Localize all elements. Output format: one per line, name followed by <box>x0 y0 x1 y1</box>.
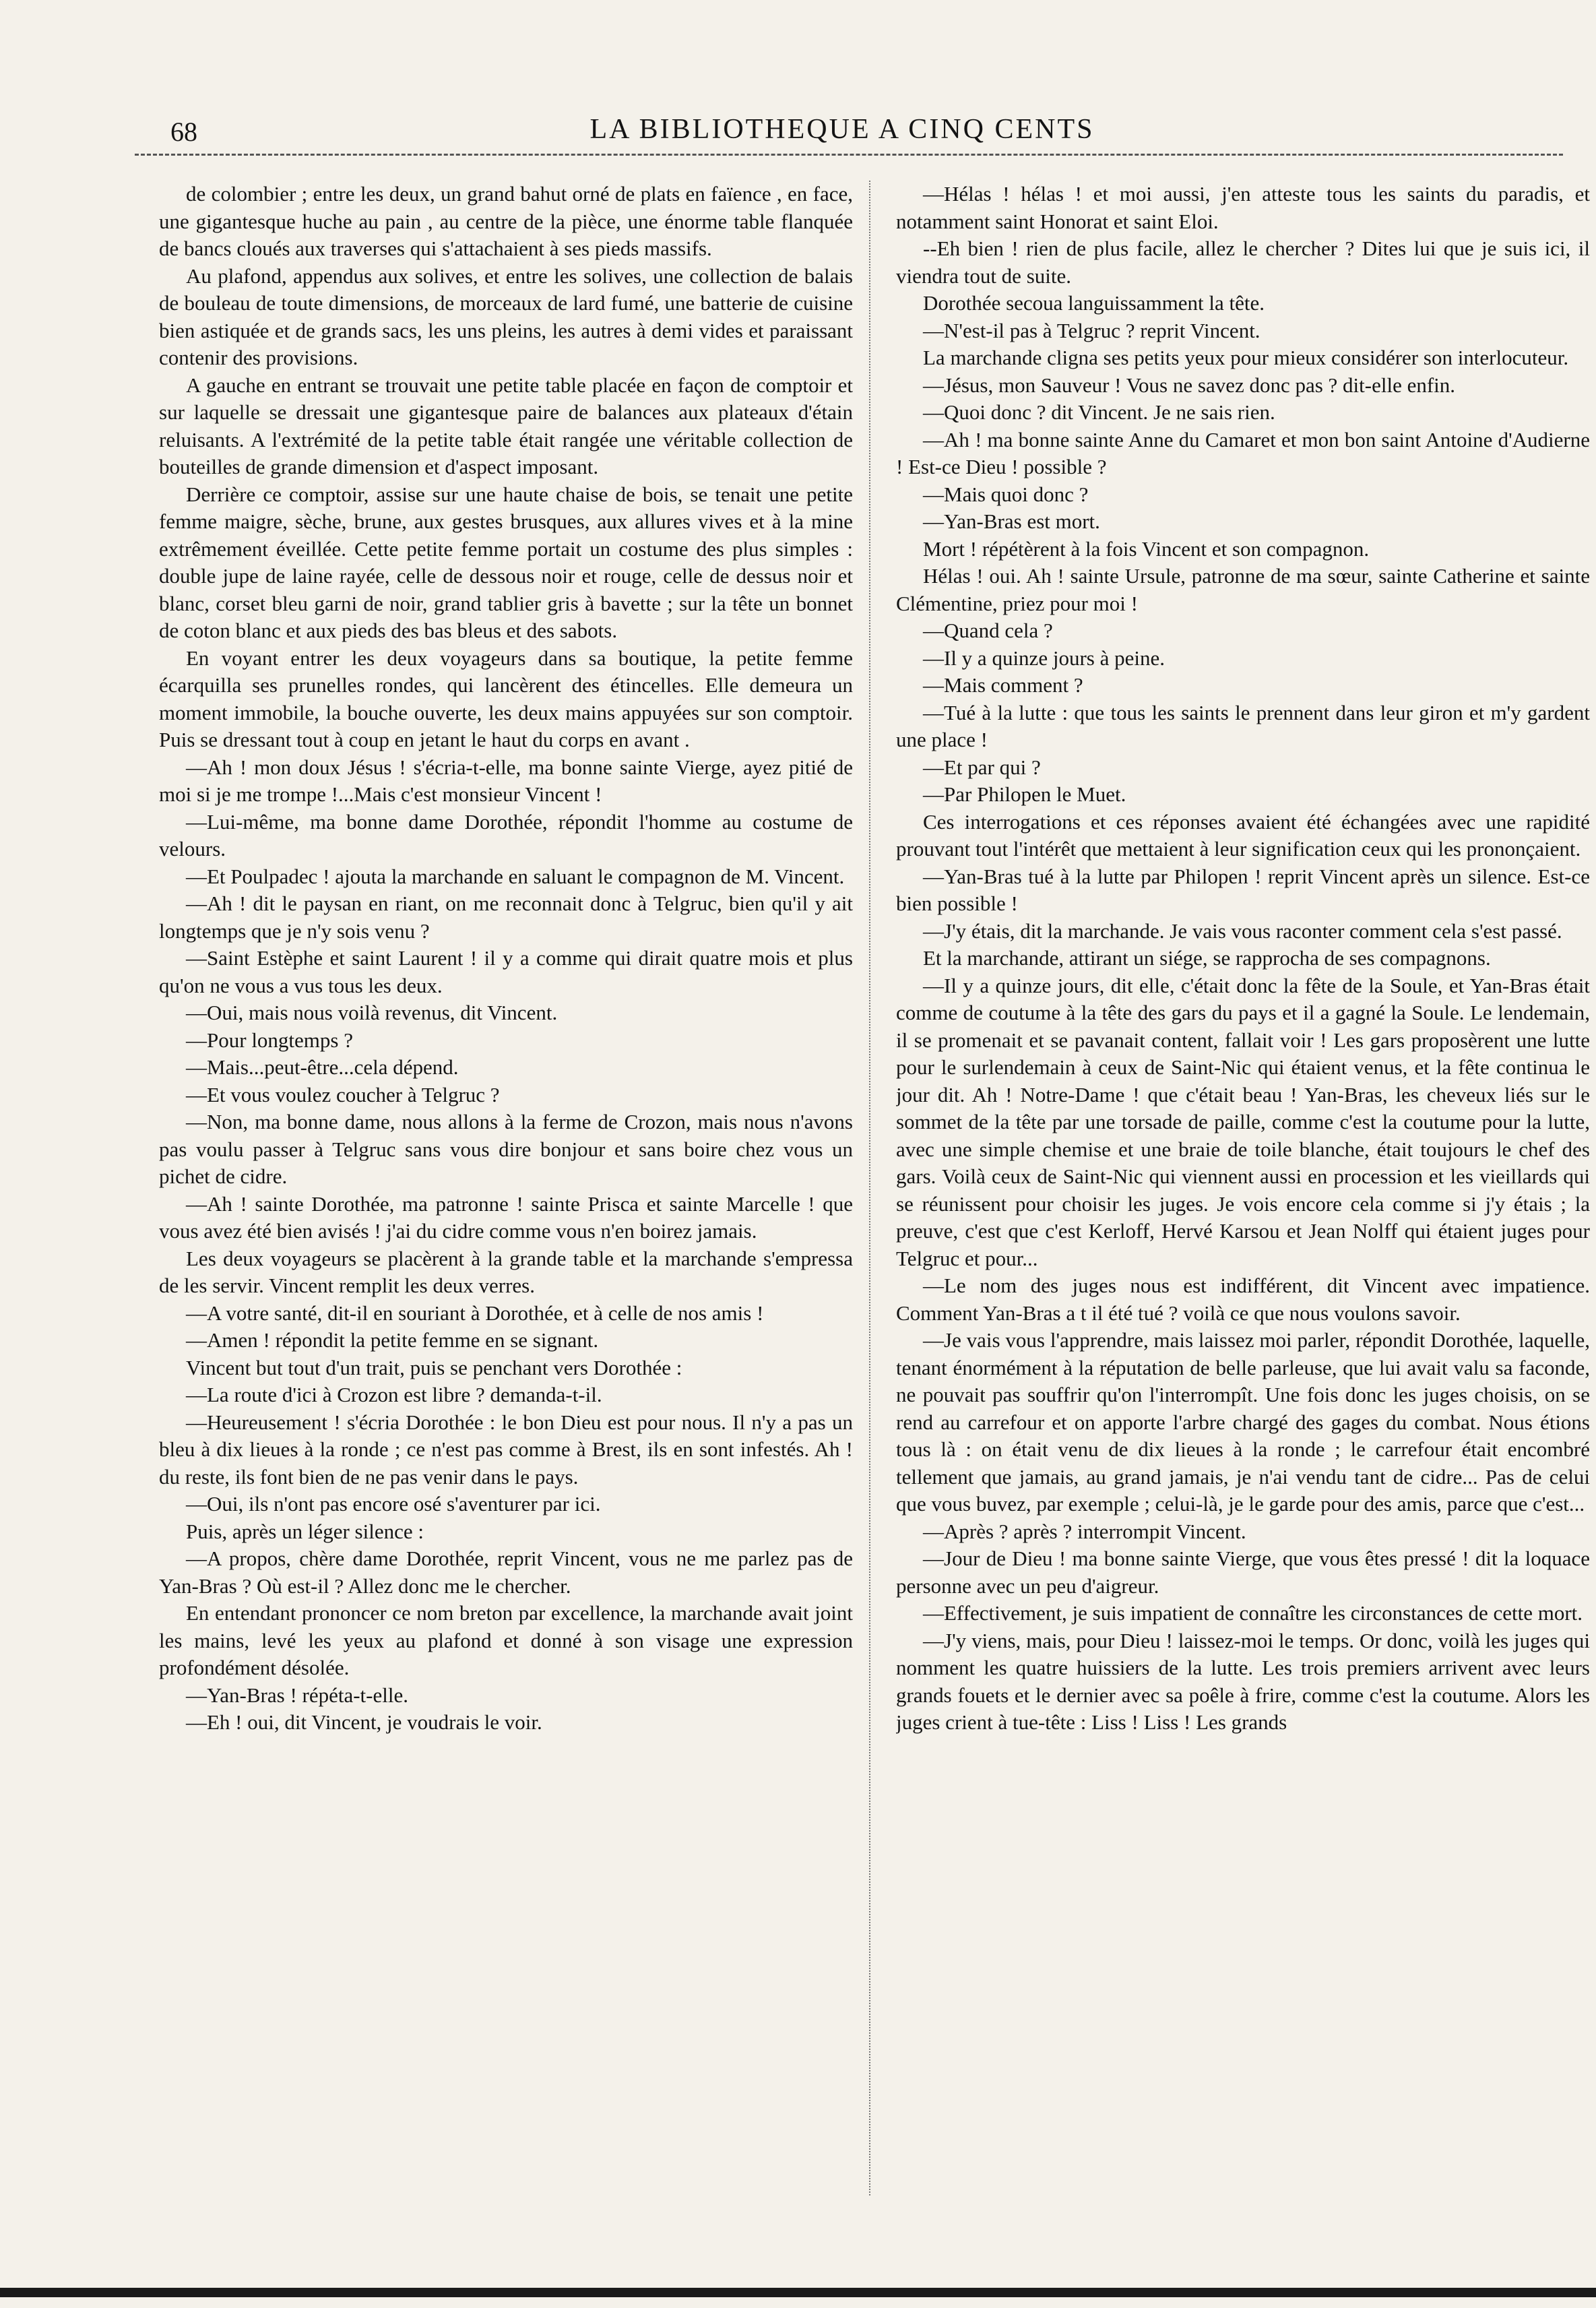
paragraph: Les deux voyageurs se placèrent à la grande table et la marchande s'empressa de les servir. Vincent remplit les deux verres. <box>159 1246 853 1297</box>
paragraph: Et la marchande, attirant un siége, se rapprocha de ses compagnons. <box>923 946 1491 970</box>
paragraph: —Et Poulpadec ! ajouta la marchande en saluant le compagnon de M. Vincent. <box>186 864 845 888</box>
paragraph: --Eh bien ! rien de plus facile, allez le chercher ? Dites lui que je suis ici, il viendra tout de suite. <box>896 237 1590 288</box>
paragraph: Puis, après un léger silence : <box>186 1519 424 1543</box>
paragraph: —J'y viens, mais, pour Dieu ! laissez-moi le temps. Or donc, voilà les juges qui nomment les quatre huissiers de la lutte. Les trois premiers arrivent avec leurs grands fouets et le dernier avec sa poêle à frire, comme c'est la coutume. Alors les juges crient à tue-tête : Liss ! Liss ! Les grands <box>896 1628 1590 1734</box>
paragraph: —Jour de Dieu ! ma bonne sainte Vierge, que vous êtes pressé ! dit la loquace personne avec un peu d'aigreur. <box>896 1547 1590 1598</box>
paragraph: —Il y a quinze jours à peine. <box>923 646 1165 670</box>
right-column <box>896 181 1590 2199</box>
paragraph: —J'y étais, dit la marchande. Je vais vous raconter comment cela s'est passé. <box>923 918 1562 943</box>
paragraph: Mort ! répétèrent à la fois Vincent et son compagnon. <box>923 536 1370 561</box>
paragraph: La marchande cligna ses petits yeux pour mieux considérer son interlocuteur. <box>923 346 1569 369</box>
paragraph: —Eh ! oui, dit Vincent, je voudrais le voir. <box>186 1710 542 1734</box>
paragraph: —Mais comment ? <box>923 673 1083 697</box>
paragraph: —Yan-Bras ! répéta-t-elle. <box>186 1683 408 1707</box>
page-header <box>101 113 1583 150</box>
paragraph: —Je vais vous l'apprendre, mais laissez moi parler, répondit Dorothée, laquelle, tenant énormément à la réputation de belle parleuse, que lui avait valu sa faconde, ne pouvait pas souffrir qu'on l'interrompît. Une fois donc les juges choisis, on se rend au carrefour et on apporte l'arbre chargé des gages du combat. Nous étions tous là : on était venu de dix lieues à la ronde ; le carrefour était encombré tellement que jamais, au grand jamais, je n'ai vendu tant de cidre... Pas de celui que vous buvez, par exemple ; celui-là, je le garde pour des amis, parce que c'est... <box>896 1328 1590 1516</box>
left-column <box>159 181 853 2199</box>
paragraph: Hélas ! oui. Ah ! sainte Ursule, patronne de ma sœur, sainte Catherine et sainte Clémentine, priez pour moi ! <box>896 564 1590 615</box>
paragraph: —N'est-il pas à Telgruc ? reprit Vincent. <box>923 318 1260 342</box>
paragraph: —Quoi donc ? dit Vincent. Je ne sais rien. <box>923 400 1275 424</box>
paragraph: —Heureusement ! s'écria Dorothée : le bon Dieu est pour nous. Il n'y a pas un bleu à dix lieues à la ronde ; ce n'est pas comme à Brest, ils en sont infestés. Ah ! du reste, ils font bien de ne pas venir dans le pays. <box>159 1410 853 1489</box>
paragraph: —Le nom des juges nous est indifférent, dit Vincent avec impatience. Comment Yan-Bras a t il été tué ? voilà ce que nous voulons savoir. <box>896 1274 1590 1325</box>
paragraph: —Par Philopen le Muet. <box>923 782 1126 806</box>
paragraph: —Effectivement, je suis impatient de connaître les circonstances de cette mort. <box>923 1601 1583 1625</box>
paragraph: —Mais quoi donc ? <box>923 482 1089 506</box>
paragraph: —Non, ma bonne dame, nous allons à la ferme de Crozon, mais nous n'avons pas voulu passer à Telgruc sans vous dire bonjour et sans boire chez vous un pichet de cidre. <box>159 1110 853 1188</box>
paragraph: En voyant entrer les deux voyageurs dans sa boutique, la petite femme écarquilla ses prunelles rondes, qui lancèrent des étincelles. Elle demeura un moment immobile, la bouche ouverte, les deux mains appuyées sur son comptoir. Puis se dressant tout à coup en jetant le haut du corps en avant . <box>159 646 853 751</box>
header-rule <box>135 154 1563 156</box>
bottom-edge-band <box>0 2288 1596 2297</box>
paragraph: —La route d'ici à Crozon est libre ? demanda-t-il. <box>186 1383 602 1406</box>
column-divider <box>869 181 870 2195</box>
paragraph: —Mais...peut-être...cela dépend. <box>186 1055 459 1079</box>
running-title: LA BIBLIOTHEQUE A CINQ CENTS <box>589 114 1095 145</box>
paragraph: Ces interrogations et ces réponses avaient été échangées avec une rapidité prouvant tout l'intérêt que mettaient à leur signification ceux qui les prononçaient. <box>896 809 1590 861</box>
paragraph: Vincent but tout d'un trait, puis se penchant vers Dorothée : <box>186 1355 682 1379</box>
paragraph: —Amen ! répondit la petite femme en se signant. <box>186 1328 599 1352</box>
paragraph: —Ah ! sainte Dorothée, ma patronne ! sainte Prisca et sainte Marcelle ! que vous avez été bien avisés ! j'ai du cidre comme vous n'en boirez jamais. <box>159 1191 853 1243</box>
paragraph: —Quand cela ? <box>923 619 1053 642</box>
paragraph: —Yan-Bras tué à la lutte par Philopen ! reprit Vincent après un silence. Est-ce bien possible ! <box>896 864 1590 915</box>
paragraph: Derrière ce comptoir, assise sur une haute chaise de bois, se tenait une petite femme maigre, sèche, brune, aux gestes brusques, aux allures vives et à la mine extrêmement éveillée. Cette petite femme portait un costume des plus simples : double jupe de laine rayée, celle de dessous noir et rouge, celle de dessus noir et blanc, corset bleu garni de noir, grand tablier gris à bavette ; sur la tête un bonnet de coton blanc et aux pieds des bas bleus et des sabots. <box>159 482 853 642</box>
paragraph: —Et vous voulez coucher à Telgruc ? <box>186 1082 500 1106</box>
paragraph: —A propos, chère dame Dorothée, reprit Vincent, vous ne me parlez pas de Yan-Bras ? Où est-il ? Allez donc me le chercher. <box>159 1547 853 1598</box>
paragraph: —Lui-même, ma bonne dame Dorothée, répondit l'homme au costume de velours. <box>159 809 853 861</box>
paragraph: —Ah ! mon doux Jésus ! s'écria-t-elle, ma bonne sainte Vierge, ayez pitié de moi si je me trompe !...Mais c'est monsieur Vincent ! <box>159 755 853 806</box>
paragraph: de colombier ; entre les deux, un grand bahut orné de plats en faïence , en face, une gigantesque huche au pain , au centre de la pièce, une énorme table flanquée de bancs cloués aux traverses qui s'attachaient à ses pieds massifs. <box>159 182 853 260</box>
paragraph: —Et par qui ? <box>923 755 1041 779</box>
paragraph: —Jésus, mon Sauveur ! Vous ne savez donc pas ? dit-elle enfin. <box>923 373 1456 397</box>
paragraph: —Saint Estèphe et saint Laurent ! il y a comme qui dirait quatre mois et plus qu'on ne vous a vus tous les deux. <box>159 946 853 997</box>
paragraph: —Ah ! dit le paysan en riant, on me reconnait donc à Telgruc, bien qu'il y ait longtemps que je n'y sois venu ? <box>159 892 853 943</box>
paragraph: Dorothée secoua languissamment la tête. <box>923 291 1265 315</box>
paragraph: En entendant prononcer ce nom breton par excellence, la marchande avait joint les mains, levé les yeux au plafond et donné à son visage une expression profondément désolée. <box>159 1601 853 1679</box>
paragraph: —Ah ! ma bonne sainte Anne du Camaret et mon bon saint Antoine d'Audierne ! Est-ce Dieu ! possible ? <box>896 427 1590 478</box>
paragraph: —Oui, mais nous voilà revenus, dit Vincent. <box>186 1001 558 1024</box>
paragraph: —Yan-Bras est mort. <box>923 509 1100 533</box>
page-number: 68 <box>170 117 197 147</box>
paragraph: —Il y a quinze jours, dit elle, c'était donc la fête de la Soule, et Yan-Bras était comme de coutume à la tête des gars du pays et il a gagné la Soule. Le lendemain, il se promenait et se pavanait content, fallait voir ! Les gars proposèrent une lutte pour le surlendemain à ceux de Saint-Nic qui étaient venus, et la fête continua le jour dit. Ah ! Notre-Dame ! que c'était beau ! Yan-Bras, les cheveux liés sur le sommet de la tête par une torsade de paille, comme c'est la coutume pour la lutte, avec une simple chemise et une braie de toile blanche, était toujours le chef des gars. Voilà ceux de Saint-Nic qui viennent aussi en procession et les vieillards qui se réunissent pour choisir les juges. Je vois encore cela comme si j'y étais ; la preuve, c'est que c'est Kerloff, Hervé Karsou et Jean Nolff qui étaient juges pour Telgruc et pour... <box>896 973 1590 1270</box>
paragraph: —A votre santé, dit-il en souriant à Dorothée, et à celle de nos amis ! <box>186 1301 764 1325</box>
paragraph: —Tué à la lutte : que tous les saints le prennent dans leur giron et m'y gardent une place ! <box>896 700 1590 751</box>
paragraph: —Après ? après ? interrompit Vincent. <box>923 1519 1246 1543</box>
paragraph: —Oui, ils n'ont pas encore osé s'aventurer par ici. <box>186 1492 601 1516</box>
paragraph: Au plafond, appendus aux solives, et entre les solives, une collection de balais de bouleau de toute dimensions, de morceaux de lard fumé, une batterie de cuisine bien astiquée et de grands sacs, les uns pleins, les autres à demi vides et paraissant contenir des provisions. <box>159 263 853 369</box>
paragraph: —Pour longtemps ? <box>186 1028 353 1052</box>
paragraph: A gauche en entrant se trouvait une petite table placée en façon de comptoir et sur laquelle se dressait une gigantesque paire de balances aux plateaux d'étain reluisants. A l'extrémité de la petite table était rangée une véritable collection de bouteilles de grande dimension et d'aspect imposant. <box>159 373 853 478</box>
paragraph: —Hélas ! hélas ! et moi aussi, j'en atteste tous les saints du paradis, et notamment saint Honorat et saint Eloi. <box>896 182 1590 233</box>
